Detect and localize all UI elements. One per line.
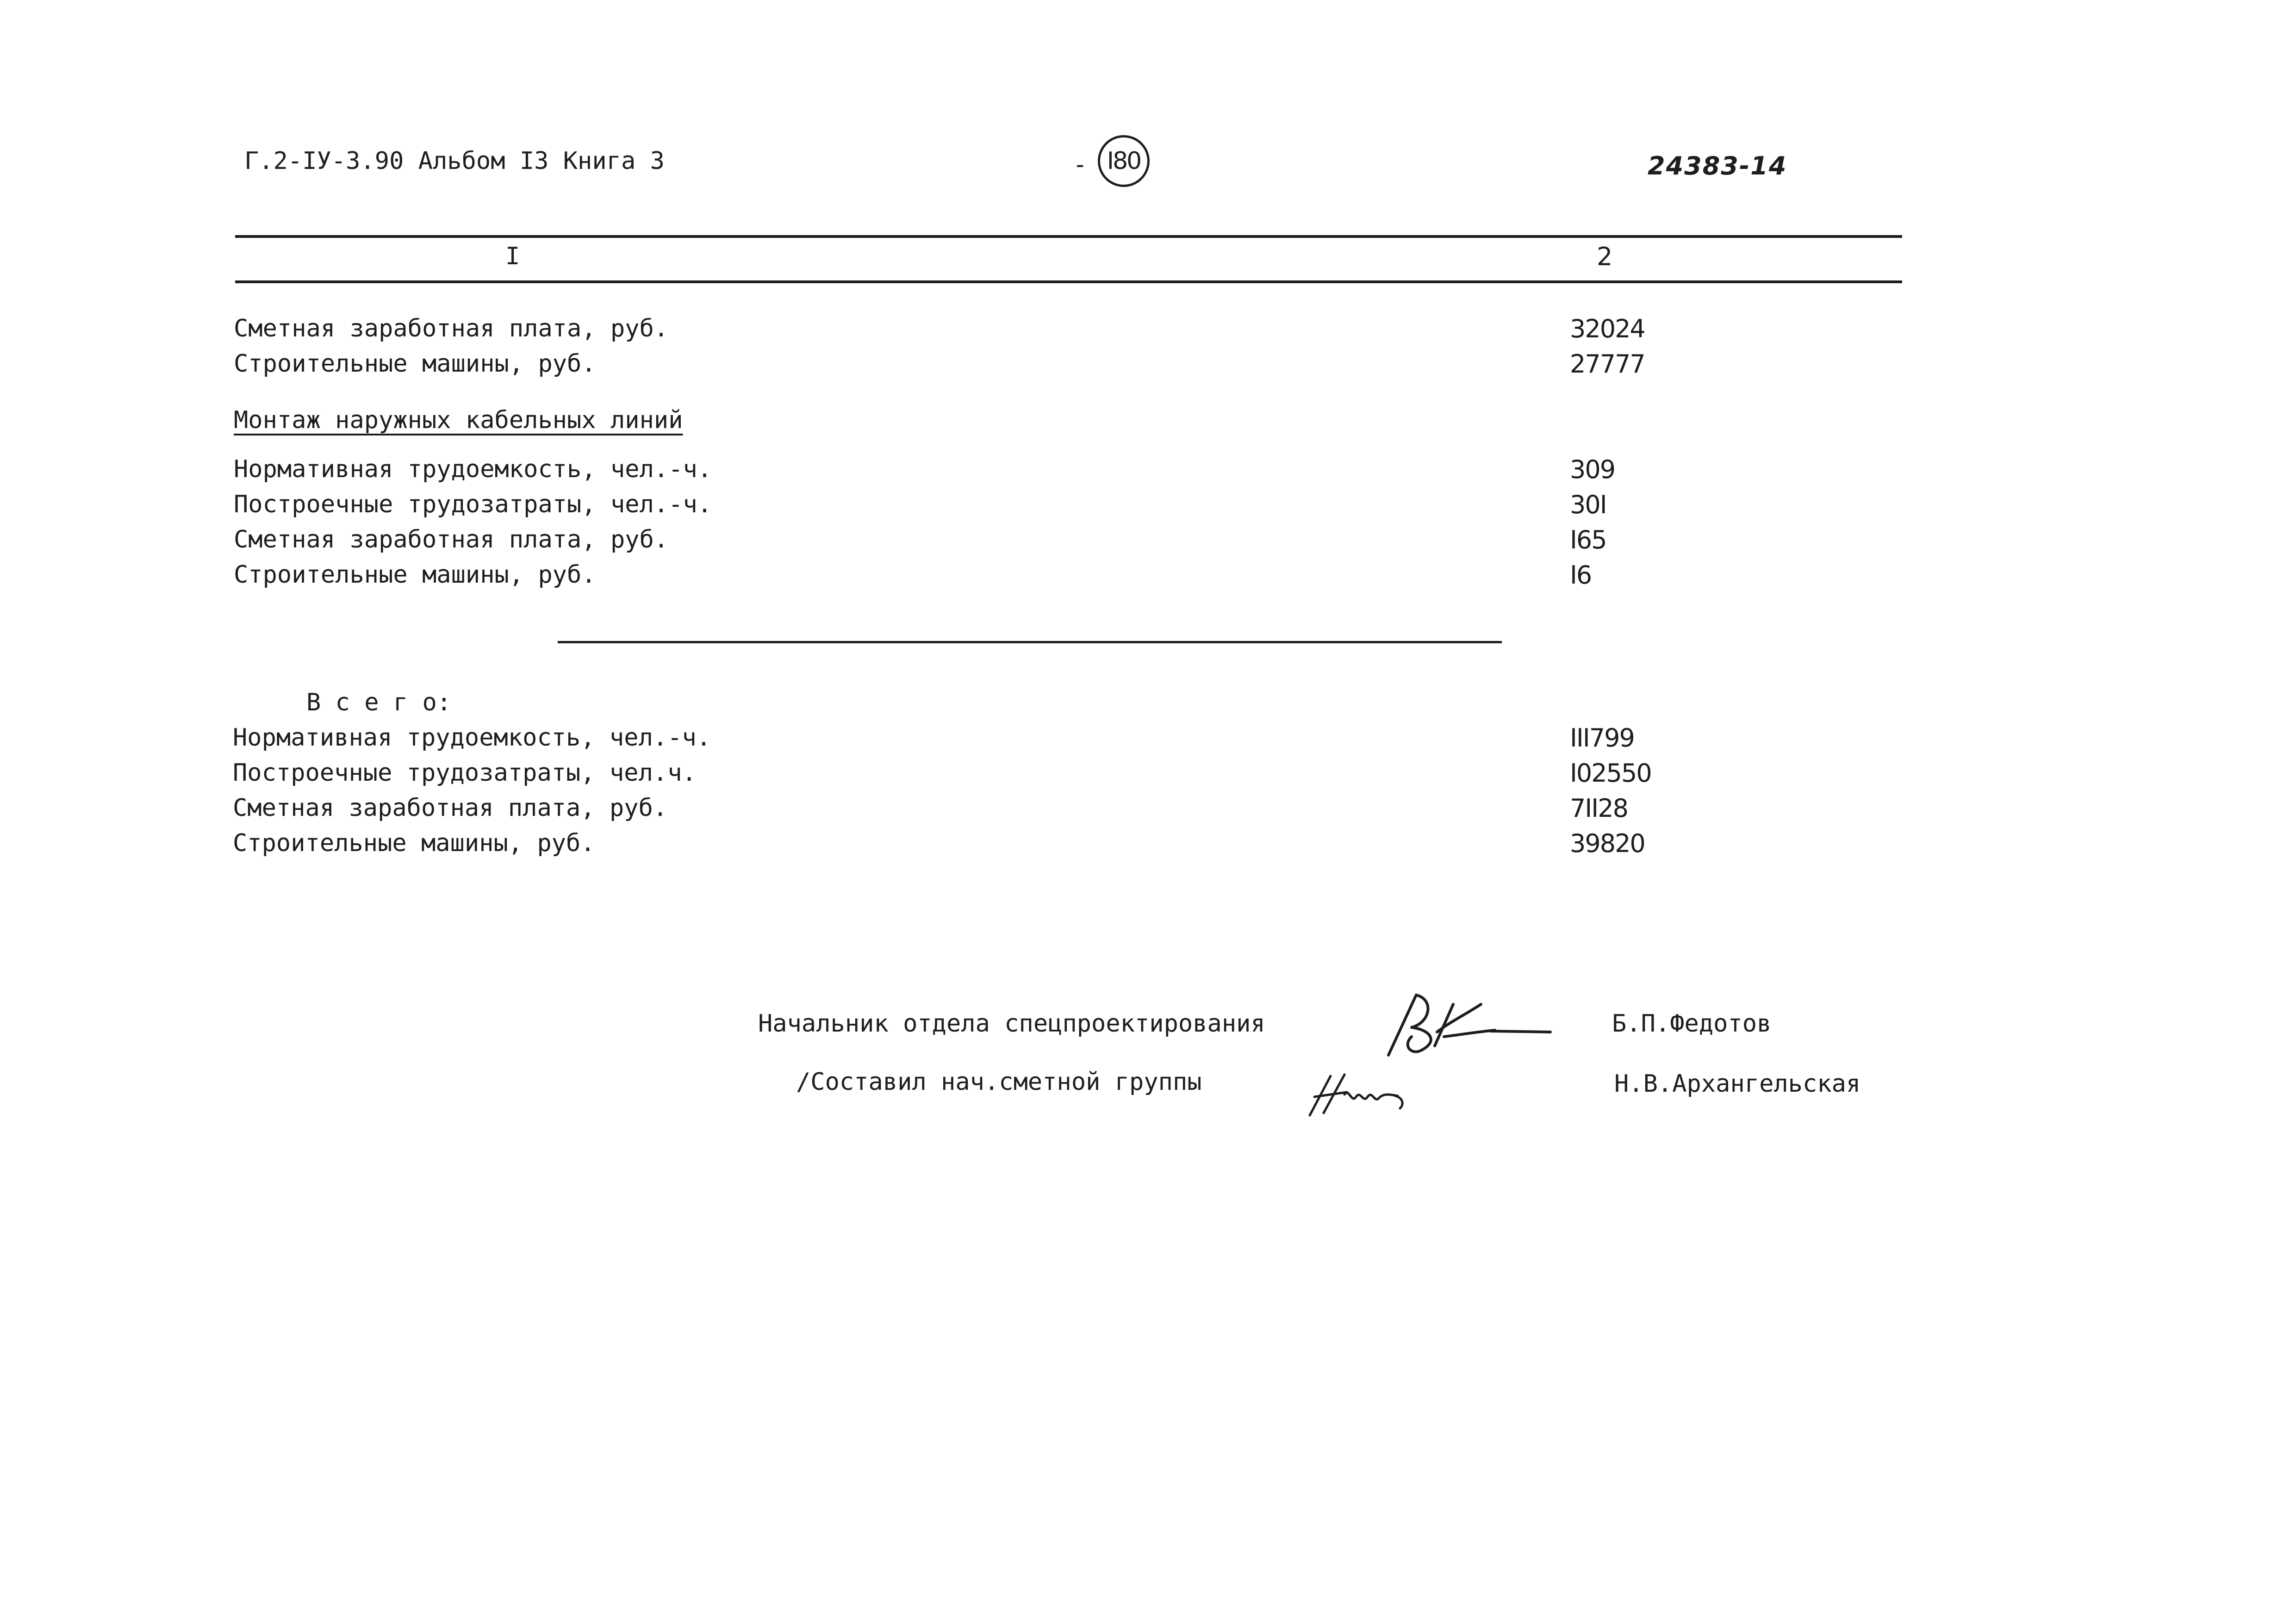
row-label: Построечные трудозатраты, чел.ч. xyxy=(233,759,697,787)
row-label: Нормативная трудоемкость, чел.-ч. xyxy=(234,455,712,483)
compiler-title: /Составил нач.сметной группы xyxy=(796,1068,1202,1096)
row-label: Построечные трудозатраты, чел.-ч. xyxy=(234,491,712,518)
row-label: Сметная заработная плата, руб. xyxy=(234,526,669,553)
compiler-signature-icon xyxy=(1305,1069,1412,1120)
row-value: 309 xyxy=(1570,455,1615,484)
table-header-rule xyxy=(235,280,1902,283)
row-value: III799 xyxy=(1570,723,1634,752)
row-label: Сметная заработная плата, руб. xyxy=(233,794,668,822)
head-name: Б.П.Федотов xyxy=(1612,1010,1772,1038)
row-value: 30I xyxy=(1570,490,1606,519)
row-value: 39820 xyxy=(1570,829,1645,858)
row-label: Нормативная трудоемкость, чел.-ч. xyxy=(233,724,711,752)
row-value: 27777 xyxy=(1570,349,1645,379)
head-signature-icon xyxy=(1384,986,1560,1060)
head-title: Начальник отдела спецпроектирования xyxy=(758,1010,1265,1038)
column-header-1: I xyxy=(505,243,520,270)
column-header-2: 2 xyxy=(1597,242,1612,271)
archive-number: 24383-14 xyxy=(1648,151,1787,180)
row-label: Строительные машины, руб. xyxy=(233,829,595,857)
document-code: Г.2-IУ-3.90 Альбом I3 Книга 3 xyxy=(244,147,665,175)
row-label: Строительные машины, руб. xyxy=(234,561,596,589)
section-divider xyxy=(558,641,1502,643)
row-label: Сметная заработная плата, руб. xyxy=(234,315,669,342)
row-value: 7II28 xyxy=(1570,794,1628,823)
section-title: Монтаж наружных кабельных линий xyxy=(234,406,683,434)
totals-title: В с е г о: xyxy=(306,689,452,716)
page-number-text: I80 xyxy=(1107,147,1141,175)
page-number-dash: - xyxy=(1073,151,1088,179)
row-value: 32024 xyxy=(1570,314,1645,343)
table-top-rule xyxy=(235,235,1902,238)
row-value: I65 xyxy=(1570,525,1606,554)
row-value: I6 xyxy=(1570,560,1592,590)
compiler-name: Н.В.Архангельская xyxy=(1614,1070,1861,1098)
page-number xyxy=(1098,135,1150,187)
row-label: Строительные машины, руб. xyxy=(234,350,596,378)
row-value: I02550 xyxy=(1570,759,1651,788)
